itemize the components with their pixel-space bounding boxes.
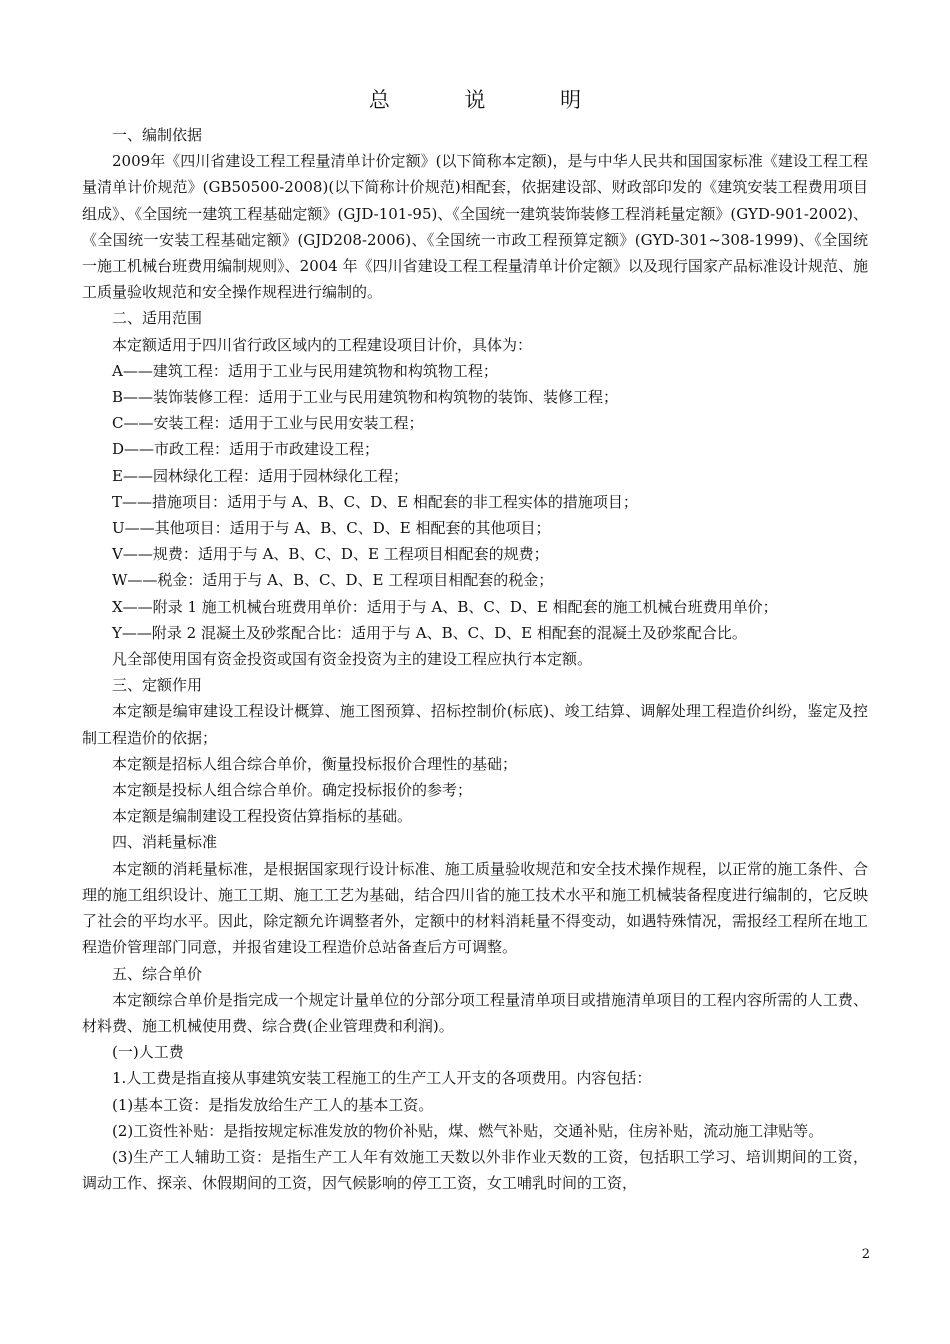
scope-item-u: U——其他项目：适用于与 A、B、C、D、E 相配套的其他项目；	[112, 519, 551, 538]
paragraph-unit-price: 本定额综合单价是指完成一个规定计量单位的分部分项工程量清单项目或措施清单项目的工程内容所需的人工费、材料费、施工机械使用费、综合费(企业管理费和利润)。	[82, 990, 868, 1035]
paragraph-labor-definition: 1.人工费是指直接从事建筑安装工程施工的生产工人开支的各项费用。内容包括：	[112, 1069, 652, 1088]
scope-item-x: X——附录 1 施工机械台班费用单价：适用于与 A、B、C、D、E 相配套的施工机械台班费用单价；	[112, 597, 778, 616]
paragraph-labor-item-2: (2)工资性补贴：是指按规定标准发放的物价补贴，煤、燃气补贴，交通补贴，住房补贴，流动施工津贴等。	[112, 1121, 824, 1140]
paragraph-labor-item-1: (1)基本工资：是指发放给生产工人的基本工资。	[112, 1095, 434, 1114]
paragraph-role-1: 本定额是编审建设工程设计概算、施工图预算、招标控制价(标底)、竣工结算、调解处理工程造价纠纷，鉴定及控制工程造价的依据；	[82, 702, 868, 747]
scope-item-b: B——装饰装修工程：适用于工业与民用建筑物和构筑物的装饰、装修工程；	[112, 388, 619, 407]
paragraph-scope-mandate: 凡全部使用国有资金投资或国有资金投资为主的建设工程应执行本定额。	[112, 650, 593, 669]
paragraph-role-4: 本定额是编制建设工程投资估算指标的基础。	[112, 807, 413, 826]
paragraph-basis: 2009年《四川省建设工程工程量清单计价定额》(以下简称本定额)，是与中华人民共和国国家标准《建设工程工程量清单计价规范》(GB50500-2008)(以下简称计价规范)相配套，依据建设部、财政部印发的《建筑安装工程费用项目组成》、《全国统一建筑工程基础定额》(GJD-101-95)、《全国统一建筑装饰装修工程消耗量定额》(GYD-901-2002)、《全国统一安装工程基础定额》(GJD208-2006)、《全国统一市政工程预算定额》(GYD-301~308-1999)、《全国统一施工机械台班费用编制规则》、2004 年《四川省建设工程工程量清单计价定额》以及现行国家产品标准设计规范、施工质量验收规范和安全操作规程进行编制的。	[82, 152, 868, 302]
paragraph-role-3: 本定额是投标人组合综合单价。确定投标报价的参考；	[112, 781, 473, 800]
heading-unit-price: 五、综合单价	[112, 964, 203, 983]
scope-item-w: W——税金：适用于与 A、B、C、D、E 工程项目相配套的税金；	[112, 571, 554, 590]
paragraph-scope-intro: 本定额适用于四川省行政区域内的工程建设项目计价，具体为：	[112, 335, 533, 354]
document-page	[82, 84, 868, 1196]
paragraph-role-2: 本定额是招标人组合综合单价，衡量投标报价合理性的基础；	[112, 754, 518, 773]
heading-consumption: 四、消耗量标准	[112, 833, 218, 852]
scope-item-d: D——市政工程：适用于市政建设工程；	[112, 440, 380, 459]
paragraph-labor-item-3: (3)生产工人辅助工资：是指生产工人年有效施工天数以外非作业天数的工资，包括职工学习、培训期间的工资，调动工作、探亲、休假期间的工资，因气候影响的停工工资，女工哺乳时间的工资，	[82, 1147, 868, 1193]
page-number: 2	[861, 1247, 870, 1262]
heading-labor-cost: (一)人工费	[112, 1043, 184, 1062]
heading-scope: 二、适用范围	[112, 309, 203, 328]
body-text	[82, 122, 868, 1196]
heading-basis: 一、编制依据	[112, 126, 203, 144]
scope-item-a: A——建筑工程：适用于工业与民用建筑物和构筑物工程；	[112, 361, 498, 380]
heading-role: 三、定额作用	[112, 676, 203, 695]
scope-item-t: T——措施项目：适用于与 A、B、C、D、E 相配套的非工程实体的措施项目；	[112, 492, 638, 511]
paragraph-consumption: 本定额的消耗量标准，是根据国家现行设计标准、施工质量验收规范和安全技术操作规程，以正常的施工条件、合理的施工组织设计、施工工期、施工工艺为基础，结合四川省的施工技术水平和施工机械装备程度进行编制的，它反映了社会的平均水平。因此，除定额允许调整者外，定额中的材料消耗量不得变动，如遇特殊情况，需报经工程所在地工程造价管理部门同意，并报省建设工程造价总站备查后方可调整。	[82, 859, 868, 957]
scope-item-c: C——安装工程：适用于工业与民用安装工程；	[112, 414, 424, 433]
scope-item-y: Y——附录 2 混凝土及砂浆配合比：适用于与 A、B、C、D、E 相配套的混凝土及砂浆配合比。	[112, 623, 747, 642]
scope-item-e: E——园林绿化工程：适用于园林绿化工程；	[112, 466, 408, 485]
page-title: 总 说 明	[368, 88, 616, 112]
scope-item-v: V——规费：适用于与 A、B、C、D、E 工程项目相配套的规费；	[112, 545, 549, 564]
